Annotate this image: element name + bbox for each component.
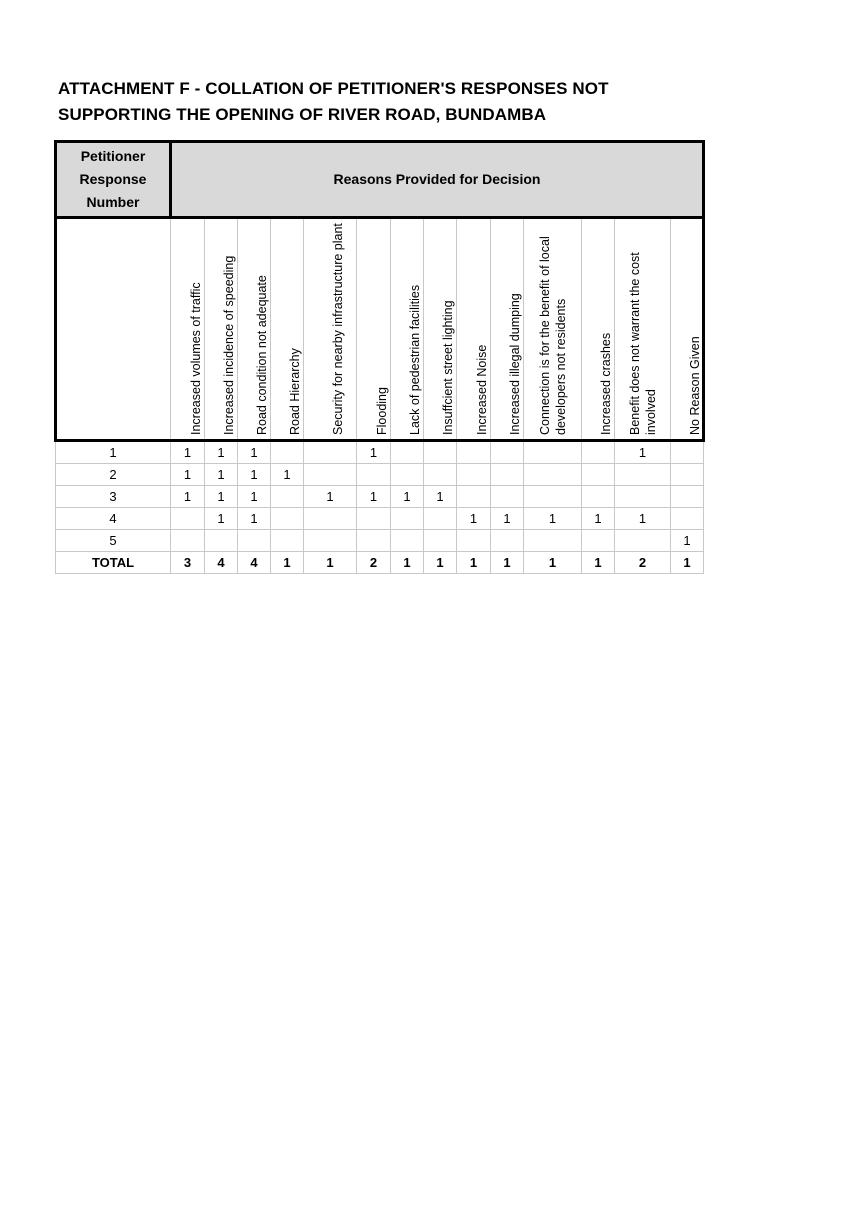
table-cell (424, 530, 457, 552)
title-line-2: SUPPORTING THE OPENING OF RIVER ROAD, BUNDAMBA (58, 105, 547, 124)
column-header-label: Road condition not adequate (255, 275, 269, 435)
total-cell: 1 (271, 552, 304, 574)
corner-header: Petitioner Response Number (56, 142, 171, 218)
table-cell (171, 508, 205, 530)
column-header-label: Insuffcient street lighting (441, 300, 455, 435)
table-cell: 1 (205, 464, 238, 486)
total-cell: 1 (491, 552, 524, 574)
column-header-label: Increased incidence of speeding (222, 255, 236, 435)
group-header: Reasons Provided for Decision (171, 142, 704, 218)
response-number: 4 (56, 508, 171, 530)
column-header (357, 218, 391, 441)
total-cell: 2 (357, 552, 391, 574)
total-cell: 2 (615, 552, 671, 574)
column-header-label: Increased Noise (474, 344, 489, 435)
table-cell (391, 508, 424, 530)
table-cell: 1 (304, 486, 357, 508)
column-header (205, 218, 238, 441)
column-header-label: Road Hierarchy (288, 348, 302, 435)
total-cell: 1 (424, 552, 457, 574)
table-cell: 1 (457, 508, 491, 530)
response-number: 2 (56, 464, 171, 486)
table-cell (582, 530, 615, 552)
table-cell (457, 530, 491, 552)
table-cell (357, 464, 391, 486)
table-cell: 1 (271, 464, 304, 486)
table-cell (304, 530, 357, 552)
total-cell: 1 (671, 552, 704, 574)
table-cell: 1 (238, 441, 271, 464)
column-header (171, 218, 205, 441)
table-cell (271, 530, 304, 552)
table-cell: 1 (238, 508, 271, 530)
table-cell (238, 530, 271, 552)
table-cell: 1 (205, 441, 238, 464)
table-cell (524, 464, 582, 486)
column-header-label: Connection is for the benefit of local developers not residents (537, 236, 568, 435)
table-cell (671, 441, 704, 464)
table-row (56, 486, 704, 508)
table-cell: 1 (171, 441, 205, 464)
table-cell: 1 (582, 508, 615, 530)
table-cell (304, 508, 357, 530)
column-header (491, 218, 524, 441)
table-cell (424, 508, 457, 530)
column-header (457, 218, 491, 441)
table-cell: 1 (491, 508, 524, 530)
column-header-label: Lack of pedestrian facilities (408, 284, 422, 435)
table-cell (615, 464, 671, 486)
response-number: 1 (56, 441, 171, 464)
table-cell: 1 (238, 486, 271, 508)
table-cell (304, 441, 357, 464)
table-row (56, 464, 704, 486)
table-cell (391, 530, 424, 552)
table-cell (271, 486, 304, 508)
column-header (582, 218, 615, 441)
table-cell (391, 441, 424, 464)
table-cell: 1 (424, 486, 457, 508)
column-header-label: Benefit does not warrant the cost involved (627, 252, 658, 435)
table-cell (491, 464, 524, 486)
table-cell: 1 (171, 464, 205, 486)
response-number: 5 (56, 530, 171, 552)
column-header-label: No Reason Given (687, 336, 702, 435)
column-header (238, 218, 271, 441)
total-cell: 3 (171, 552, 205, 574)
table-row (56, 530, 704, 552)
table-cell (582, 464, 615, 486)
total-cell: 1 (582, 552, 615, 574)
table-cell: 1 (205, 508, 238, 530)
column-header (304, 218, 357, 441)
table-cell (357, 508, 391, 530)
column-header (424, 218, 457, 441)
responses-table (54, 140, 705, 574)
table-cell (491, 486, 524, 508)
column-header (671, 218, 704, 441)
table-cell (582, 486, 615, 508)
total-cell: 4 (238, 552, 271, 574)
column-header (271, 218, 304, 441)
table-cell (491, 441, 524, 464)
column-header-label: Increased volumes of traffic (188, 282, 203, 435)
column-header (391, 218, 424, 441)
table-cell: 1 (357, 441, 391, 464)
table-row (56, 441, 704, 464)
total-cell: 1 (304, 552, 357, 574)
table-cell: 1 (391, 486, 424, 508)
table-cell (524, 486, 582, 508)
column-header-label: Flooding (374, 387, 389, 435)
table-cell: 1 (171, 486, 205, 508)
table-cell (671, 464, 704, 486)
table-cell (205, 530, 238, 552)
table-cell (524, 441, 582, 464)
table-cell: 1 (615, 441, 671, 464)
table-cell (271, 508, 304, 530)
title-line-1: ATTACHMENT F - COLLATION OF PETITIONER'S RESPONSES NOT (58, 79, 609, 98)
table-cell (457, 486, 491, 508)
table-cell (615, 486, 671, 508)
table-cell (524, 530, 582, 552)
table-cell: 1 (615, 508, 671, 530)
table-cell (171, 530, 205, 552)
table-header-row (56, 142, 704, 218)
column-header (524, 218, 582, 441)
total-row (56, 552, 704, 574)
table-cell (304, 464, 357, 486)
table-cell (582, 441, 615, 464)
table-cell (424, 441, 457, 464)
table-cell (457, 464, 491, 486)
table-cell: 1 (524, 508, 582, 530)
total-cell: 1 (391, 552, 424, 574)
column-header-label: Security for nearby infrastructure plant (331, 223, 345, 435)
blank-header-cell (56, 218, 171, 441)
table-cell (424, 464, 457, 486)
table-cell (271, 441, 304, 464)
table-row (56, 508, 704, 530)
table-cell (615, 530, 671, 552)
table-cell (671, 508, 704, 530)
table-cell (671, 486, 704, 508)
table-cell: 1 (671, 530, 704, 552)
column-header-label: Increased crashes (599, 332, 613, 435)
table-cell: 1 (205, 486, 238, 508)
table-cell: 1 (357, 486, 391, 508)
table-cell (491, 530, 524, 552)
table-cell (357, 530, 391, 552)
table-cell: 1 (238, 464, 271, 486)
page-title (58, 76, 758, 128)
response-number: 3 (56, 486, 171, 508)
total-cell: 4 (205, 552, 238, 574)
total-cell: 1 (524, 552, 582, 574)
column-header-label: Increased illegal dumping (508, 293, 522, 435)
total-label: TOTAL (56, 552, 171, 574)
table-cell (457, 441, 491, 464)
total-cell: 1 (457, 552, 491, 574)
column-header (615, 218, 671, 441)
table-cell (391, 464, 424, 486)
column-header-row (56, 218, 704, 441)
